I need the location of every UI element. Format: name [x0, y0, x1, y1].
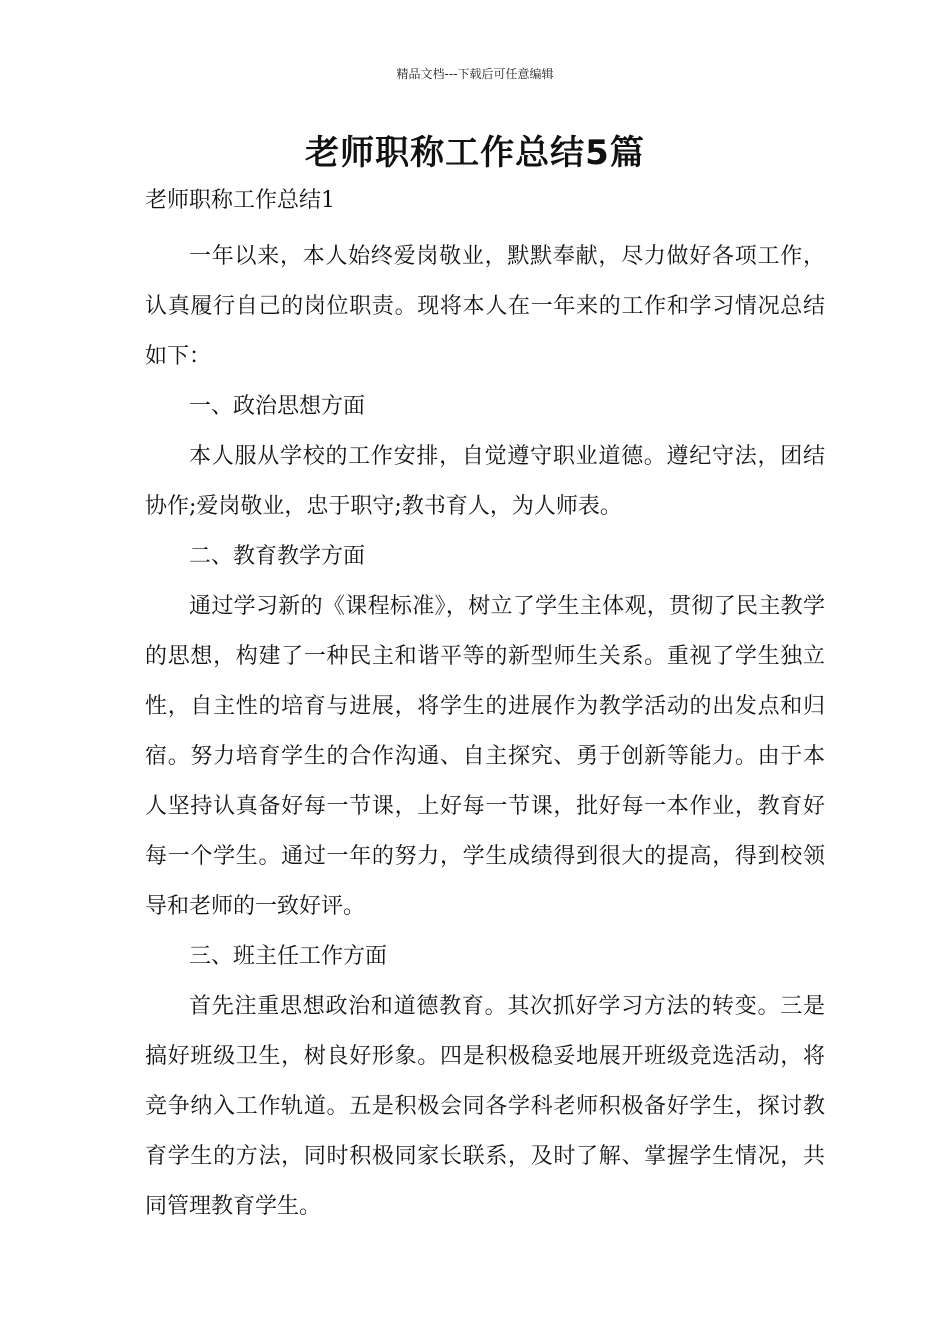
- document-title: 老师职称工作总结5篇: [305, 133, 645, 173]
- section-subtitle: 老师职称工作总结1: [145, 188, 335, 213]
- intro-paragraph: 一年以来，本人始终爱岗敬业，默默奉献，尽力做好各项工作，认真履行自己的岗位职责。现将本人在一年来的工作和学习情况总结如下：: [145, 244, 825, 369]
- teaching-paragraph: 通过学习新的《课程标准》，树立了学生主体观，贯彻了民主教学的思想，构建了一种民主和谐平等的新型师生关系。重视了学生独立性，自主性的培育与进展，将学生的进展作为教学活动的出发点和归宿。努力培育学生的合作沟通、自主探究、勇于创新等能力。由于本人坚持认真备好每一节课，上好每一节课，批好每一本作业，教育好每一个学生。通过一年的努力，学生成绩得到很大的提高，得到校领导和老师的一致好评。: [145, 594, 825, 919]
- heading-teaching: 二、教育教学方面: [189, 544, 366, 569]
- heading-political: 一、政治思想方面: [189, 394, 366, 419]
- political-paragraph: 本人服从学校的工作安排，自觉遵守职业道德。遵纪守法，团结协作;爱岗敬业，忠于职守;教书育人，为人师表。: [145, 444, 825, 519]
- heading-class-teacher: 三、班主任工作方面: [189, 944, 388, 969]
- class-teacher-paragraph: 首先注重思想政治和道德教育。其次抓好学习方法的转变。三是搞好班级卫生，树良好形象。四是积极稳妥地展开班级竞选活动，将竞争纳入工作轨道。五是积极会同各学科老师积极备好学生，探讨教育学生的方法，同时积极同家长联系，及时了解、掌握学生情况，共同管理教育学生。: [145, 994, 825, 1219]
- document-body: [145, 182, 825, 1232]
- header-note: 精品文档---下载后可任意编辑: [396, 67, 554, 81]
